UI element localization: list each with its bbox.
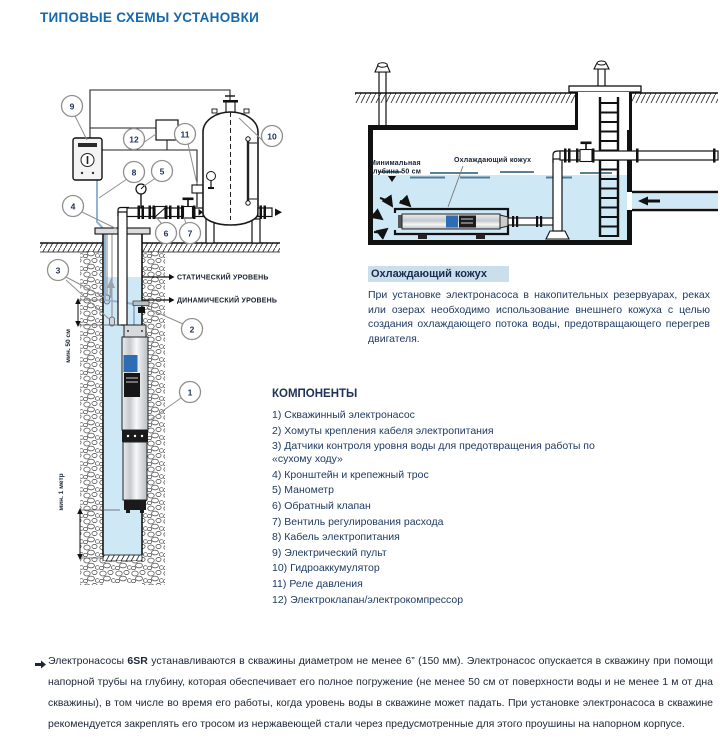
min-1m-label: мин. 1 метр [58, 473, 65, 511]
dynamic-level-label: ДИНАМИЧЕСКИЙ УРОВЕНЬ [177, 297, 278, 305]
component-item-2: 2) Хомуты крепления кабеля электропитания [272, 424, 494, 437]
component-item-6: 6) Обратный клапан [272, 499, 371, 512]
svg-text:10: 10 [267, 131, 277, 142]
component-item-10: 10) Гидроаккумулятор [272, 562, 380, 575]
manhole-shaft [575, 92, 632, 130]
svg-text:9: 9 [69, 101, 75, 112]
ground-surface [355, 93, 718, 103]
callout-7 [180, 223, 201, 244]
callout-10 [262, 126, 283, 147]
component-item-3: 3) Датчики контроля уровня воды для предотвращения работы по «сухому ходу» [272, 440, 595, 466]
callout-5 [152, 161, 173, 182]
pump-model: 6SR [127, 655, 148, 667]
submersible-pump-figure [122, 301, 149, 513]
reservoir-water [373, 172, 718, 240]
component-item-11: 11) Реле давления [272, 577, 363, 590]
component-item-9: 9) Электрический пульт [272, 546, 387, 559]
callout-1 [180, 382, 201, 403]
min-depth-label-line2: глубина 50 см [370, 168, 422, 176]
riser-pipe [118, 208, 129, 326]
svg-text:2: 2 [189, 324, 195, 335]
svg-text:8: 8 [131, 167, 137, 178]
svg-text:1: 1 [187, 387, 193, 398]
component-item-8: 8) Кабель электропитания [272, 531, 400, 544]
callout-12 [124, 129, 145, 150]
pump-nameplate [124, 355, 138, 372]
reservoir-installation-diagram [350, 55, 720, 265]
cable-clamp [133, 301, 149, 306]
cooling-section-heading: Охлаждающий кожух [368, 266, 509, 282]
svg-text:5: 5 [159, 166, 165, 177]
components-heading: КОМПОНЕНТЫ [272, 388, 358, 400]
cooling-jacket-label: Охлаждающий кожух [454, 157, 532, 164]
min-50cm-label: мин. 50 см [65, 329, 72, 363]
static-level-label: СТАТИЧЕСКИЙ УРОВЕНЬ [177, 274, 269, 282]
callout-6 [156, 223, 177, 244]
callout-2 [182, 319, 203, 340]
svg-text:11: 11 [180, 129, 190, 140]
page-title: ТИПОВЫЕ СХЕМЫ УСТАНОВКИ [40, 10, 260, 25]
svg-text:7: 7 [187, 228, 193, 239]
cooling-jacket-section [368, 264, 710, 346]
components-section [272, 388, 602, 609]
component-item-5: 5) Манометр [272, 484, 334, 497]
footnote-arrow-icon [35, 651, 48, 735]
footer-text-suffix: устанавливаются в скважины диаметром не менее 6” (150 мм). Электронасос опускается в скважину при помощи напорной трубы на глубину, которая обеспечивает его полное погружение (не менее 50 см от поверхности воды и не менее 1 м от дна скважины), в том числе во время его работы, когда уровень воды в скважине может падать. При установке электронасоса в скважине рекомендуется закреплять его тросом из нержавеющей стали через предусмотренные для этого проушины на напорном корпусе. [48, 655, 713, 730]
callout-3 [48, 260, 69, 281]
cooling-section-body: При установке электронасоса в накопительных резервуарах, реках или озерах необходимо использование внешнего кожуха с целью создания охлаждающего потока воды, предотвращающего перегрев двигателя. [368, 289, 710, 345]
ground-surface [40, 243, 280, 252]
svg-text:12: 12 [129, 134, 139, 145]
svg-text:4: 4 [70, 201, 76, 212]
control-panel-figure [73, 138, 102, 180]
callout-9 [62, 96, 83, 117]
callout-11 [175, 124, 196, 145]
callout-4 [63, 196, 84, 217]
components-list [272, 409, 602, 607]
svg-text:3: 3 [55, 265, 61, 276]
manometer-figure [136, 184, 146, 208]
component-item-4: 4) Кронштейн и крепежный трос [272, 468, 429, 481]
component-item-7: 7) Вентиль регулирования расхода [272, 515, 444, 528]
footer-text-prefix: Электронасосы [48, 655, 128, 667]
footer-note-text [48, 651, 713, 735]
pressure-switch-figure [192, 185, 203, 207]
callout-8 [124, 162, 145, 183]
min-depth-label-line1: Минимальная [370, 160, 421, 167]
footer-note [35, 651, 713, 735]
manhole-cover [569, 61, 641, 92]
component-item-12: 12) Электроклапан/электрокомпрессор [272, 593, 464, 606]
component-item-1: 1) Скважинный электронасос [272, 409, 415, 421]
svg-text:6: 6 [163, 228, 169, 239]
pressure-tank-figure [203, 96, 282, 243]
borehole-installation-diagram [35, 50, 285, 645]
